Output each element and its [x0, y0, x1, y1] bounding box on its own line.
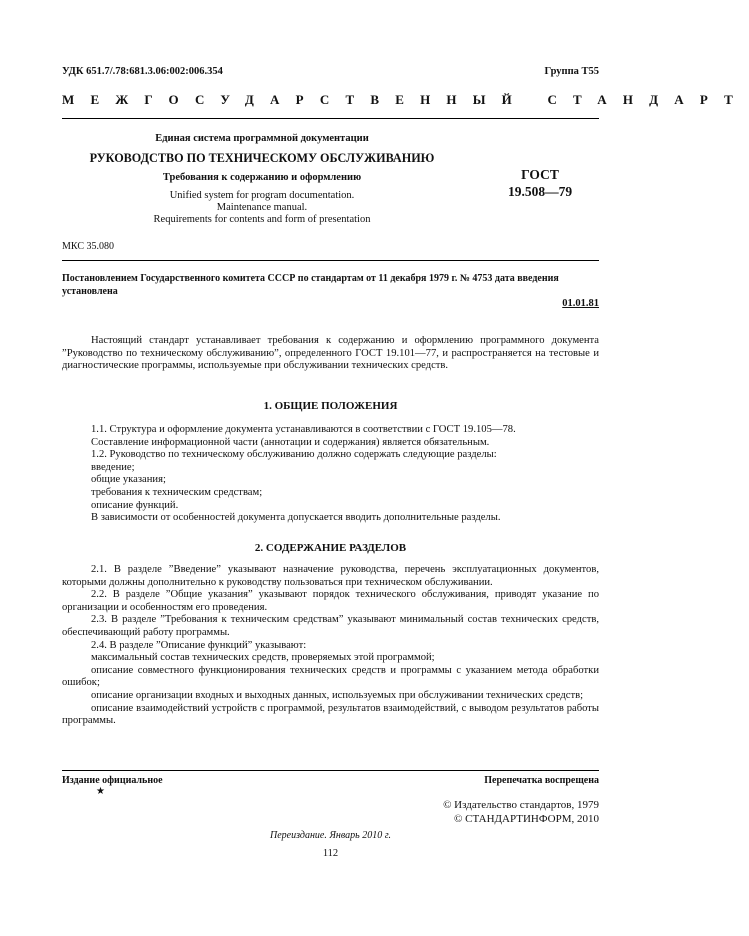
section2-paragraph: описание организации входных и выходных данных, используемых при обслуживании технических средств;	[91, 689, 584, 701]
section1-line: Составление информационной части (аннотации и содержания) является обязательным.	[91, 436, 490, 448]
section1-line: введение;	[91, 461, 135, 473]
section1-line: общие указания;	[91, 474, 166, 486]
official-edition-label: Издание официальное	[62, 775, 163, 786]
mks-rule	[62, 260, 599, 261]
section2-heading: 2. СОДЕРЖАНИЕ РАЗДЕЛОВ	[254, 542, 407, 554]
section1-line: описание функций.	[91, 499, 179, 511]
section1-body	[62, 424, 599, 525]
document-title: РУКОВОДСТВО ПО ТЕХНИЧЕСКОМУ ОБСЛУЖИВАНИЮ	[89, 151, 435, 165]
section1-line: В зависимости от особенностей документа допускается вводить дополнительные разделы.	[91, 512, 501, 524]
gost-number: 19.508—79	[507, 184, 573, 199]
reprint-note: Переиздание. Январь 2010 г.	[270, 830, 391, 841]
section2-paragraph: 2.1. В разделе ”Введение” указывают назначение руководства, перечень эксплуатационных документов, которыми должны дополнительно к руководству пользоваться при техническом обслуживании.	[62, 564, 599, 588]
section2-paragraph: 2.2. В разделе ”Общие указания” указывают порядок технического обслуживания, приводят указание по организации и особенностям его проведения.	[62, 589, 599, 613]
gost-label: ГОСТ	[521, 167, 559, 182]
section2-paragraph: 2.4. В разделе ”Описание функций” указывают:	[91, 639, 307, 651]
section2-paragraph: максимальный состав технических средств, проверяемых этой программой;	[91, 652, 435, 664]
no-reprint-label: Перепечатка воспрещена	[484, 775, 599, 786]
standard-banner: МЕЖГОСУДАРСТВЕННЫЙ СТАНДАРТ	[62, 92, 749, 107]
section1-line: 1.1. Структура и оформление документа устанавливаются в соответствии с ГОСТ 19.105—78.	[91, 424, 516, 435]
copyright-publisher: © Издательство стандартов, 1979	[443, 799, 599, 811]
english-title-line1: Unified system for program documentation.	[169, 190, 355, 201]
footer-rule	[62, 770, 599, 771]
system-name: Единая система программной документации	[155, 133, 369, 144]
intro-paragraph: Настоящий стандарт устанавливает требования к содержанию и оформлению программного документа ”Руководство по техническому обслуживанию”, определенного ГОСТ 19.101—77, и распространяется на тестовые и диагностические программы, используемые при обслуживании технических средств.	[62, 335, 599, 372]
english-title-line3: Requirements for contents and form of presentation	[153, 214, 371, 225]
header-rule	[62, 118, 599, 119]
section1-line: 1.2. Руководство по техническому обслуживанию должно содержать следующие разделы:	[91, 449, 497, 461]
section2-paragraph: описание взаимодействий устройств с программой, результатов взаимодействий, с выводом результатов работы программы.	[62, 702, 599, 727]
decree-text: Постановлением Государственного комитета СССР по стандартам от 11 декабря 1979 г. № 4753 дата введения установлена	[62, 273, 559, 297]
page-number: 112	[322, 848, 339, 859]
udk-code: УДК 651.7/.78:681.3.06:002:006.354	[62, 66, 223, 77]
group-code: Группа Т55	[544, 66, 599, 77]
document-subtitle: Требования к содержанию и оформлению	[162, 172, 362, 183]
section2-paragraph: 2.3. В разделе ”Требования к техническим средствам” указывают минимальный состав технических средств, обеспечивающий работу программы.	[62, 614, 599, 638]
section2-body	[62, 564, 599, 728]
mks-code: МКС 35.080	[62, 241, 114, 252]
section1-heading: 1. ОБЩИЕ ПОЛОЖЕНИЯ	[263, 400, 398, 412]
section2-paragraph: описание совместного функционирования технических средств и программы с указанием метода обработки ошибок;	[62, 664, 599, 689]
section1-line: требования к техническим средствам;	[91, 486, 263, 498]
effective-date: 01.01.81	[562, 298, 599, 309]
english-title-line2: Maintenance manual.	[216, 202, 308, 213]
copyright-standartinform: © СТАНДАРТИНФОРМ, 2010	[454, 813, 599, 825]
star-icon: ★	[96, 786, 105, 797]
